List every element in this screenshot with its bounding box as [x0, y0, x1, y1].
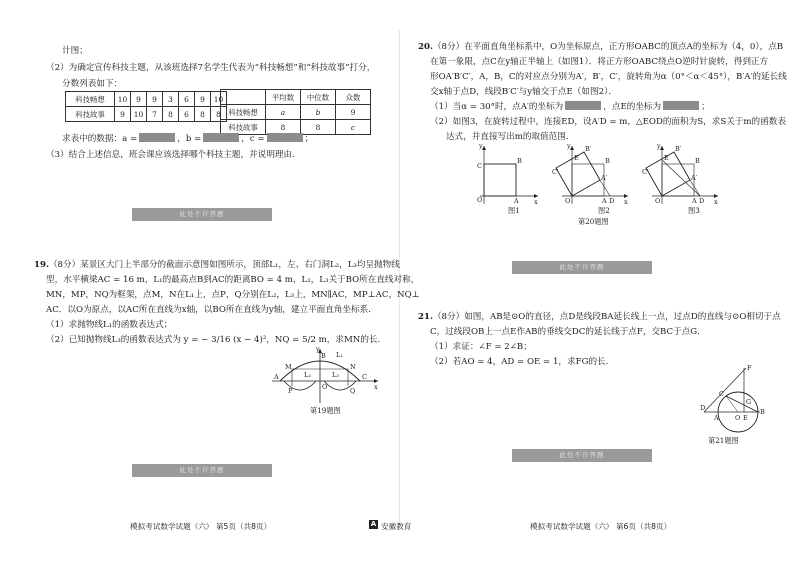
q19-caption: 第19题图: [310, 406, 341, 415]
fig2-caption: 图2: [598, 206, 610, 215]
page-footer: 模拟考试数学试题（六） 第6页（共8页）: [530, 522, 672, 531]
label-A: A: [514, 197, 519, 205]
q21-line1: [418, 311, 781, 324]
q19-line2: 型，水平横梁AC = 16 m，L₁的最高点B到AC的距离BO = 4 m，L₂，L₃关于BO所在直线对称，: [46, 275, 420, 285]
q20-figure-3: [642, 142, 720, 206]
label-C1: C′: [642, 168, 649, 176]
label-O: O: [322, 383, 328, 391]
answer-a-label: 求表中的数据：a =: [62, 134, 138, 144]
label-M: M: [285, 363, 292, 371]
table-cell: 9: [195, 92, 211, 107]
table-row: [221, 105, 371, 120]
redacted-answer: [139, 133, 175, 142]
label-y: y: [657, 142, 661, 150]
q20-part1: [430, 101, 710, 114]
label-L3: L₃: [332, 371, 339, 379]
label-y: y: [479, 142, 483, 150]
table-cell: 科技畅想: [221, 105, 266, 120]
label-A1: A′: [601, 174, 608, 182]
q19-line1: [34, 259, 400, 272]
label-O: O: [655, 197, 661, 205]
table-cell: 中位数: [301, 90, 336, 105]
no-answer-stamp: 此处不许答题: [512, 449, 652, 462]
table-cell: 9: [115, 107, 131, 122]
label-B: B: [695, 157, 700, 165]
label-C: C: [719, 390, 724, 398]
q21-figure: [700, 362, 780, 434]
score-table: [65, 91, 227, 122]
table-cell: 科技故事: [66, 107, 115, 122]
q18-answer-line: [62, 133, 313, 146]
no-answer-stamp: 此处不许答题: [132, 208, 272, 221]
q19-part2: （2）已知抛物线L₃的函数表达式为 y = − 3/16 (x − 4)²，NQ = 5/2 m，求MN的长.: [46, 335, 381, 345]
table-cell: 9: [336, 105, 371, 120]
q21-text: （8分）如图，AB是⊙O的直径，点D是线段BA延长线上一点，过点D的直线与⊙O相切于点: [432, 312, 781, 322]
redacted-answer: [267, 133, 303, 142]
label-O: O: [477, 196, 483, 204]
table-cell: 10: [211, 92, 227, 107]
question-number: 19.: [34, 260, 49, 270]
label-D: D: [699, 197, 705, 205]
page-footer: 模拟考试数学试题（六） 第5页（共8页）: [130, 522, 272, 531]
label-E: E: [664, 154, 669, 162]
table-row: [66, 107, 227, 122]
q20-part1-c: ；: [701, 102, 710, 112]
table-cell: c: [336, 120, 371, 135]
q20-part2-cont: 达式，并直接写出m的取值范围.: [446, 132, 569, 142]
q20-text: （8分）在平面直角坐标系中，O为坐标原点，正方形OABC的顶点A的坐标为（4，0），点B: [432, 42, 784, 52]
no-answer-stamp: 此处不许答题: [512, 261, 652, 274]
table-cell: 平均数: [266, 90, 301, 105]
no-answer-stamp: 此处不许答题: [132, 464, 272, 477]
label-C: C: [477, 162, 482, 170]
label-A: A: [602, 197, 607, 205]
table-cell: 9: [131, 92, 147, 107]
q21-caption: 第21题图: [708, 436, 739, 445]
q20-figure-2: [552, 142, 630, 206]
question-number: 21.: [418, 312, 433, 322]
q18-line2: （2）为确定宣传科技主题，从该班选择7名学生代表为“科技畅想”和“科技故事”打分，: [46, 63, 376, 73]
label-A1: A′: [691, 174, 698, 182]
q19-line3: MN，MP，NQ为框架，点M，N在L₁上，点P，Q分别在L₂，L₃上，MN∥AC，MP⊥AC，NQ⊥: [46, 290, 420, 300]
label-Q: Q: [350, 387, 356, 395]
page-6: [400, 0, 800, 566]
label-x: x: [374, 383, 378, 391]
table-cell: 科技故事: [221, 120, 266, 135]
q19-part1: （1）求抛物线L₁的函数表达式；: [46, 320, 173, 330]
table-cell: a: [266, 105, 301, 120]
label-O: O: [565, 197, 571, 205]
table-cell: 8: [301, 120, 336, 135]
fig1-caption: 图1: [508, 206, 520, 215]
q18-line1: 计图；: [62, 46, 88, 56]
q20-line4: 交x轴于点D，线段B′C′与y轴交于点E（如图2）．: [430, 87, 617, 97]
q21-line2: C，过线段OB上一点E作AB的垂线交DC的延长线于点F，交BC于点G．: [430, 327, 706, 337]
label-C: C: [362, 373, 367, 381]
q21-part1: （1）求证：∠F = 2∠B；: [430, 342, 532, 352]
table-cell: 3: [163, 92, 179, 107]
q19-figure: [270, 345, 380, 405]
q20-part2: （2）如图3，在旋转过程中，连接ED，设A′D = m，△EOD的面积为S，求S关于m的函数表: [430, 117, 786, 127]
table-cell: 8: [211, 107, 227, 122]
stats-table: [220, 89, 371, 135]
redacted-answer: [565, 101, 601, 110]
table-cell: 10: [131, 107, 147, 122]
label-B: B: [517, 157, 522, 165]
q18-part3: （3）结合上述信息，班会课应该选择哪个科技主题，并说明理由.: [46, 150, 295, 160]
q20-line3: 形OA′B′C′，A，B，C的对应点分别为A′，B′，C′，旋转角为α（0°＜α＜45°），B′A′的延长线: [430, 72, 787, 82]
table-cell: 众数: [336, 90, 371, 105]
label-A: A: [714, 414, 719, 422]
q20-caption: 第20题图: [578, 217, 609, 226]
q20-line1: [418, 41, 783, 54]
label-B1: B′: [585, 145, 592, 153]
publisher-logo-icon: A: [370, 520, 377, 528]
label-B: B: [321, 352, 326, 360]
q20-figure-1: [470, 144, 540, 206]
table-cell: 8: [266, 120, 301, 135]
question-number: 20.: [418, 42, 433, 52]
label-D: D: [609, 197, 615, 205]
label-P: P: [288, 387, 293, 395]
answer-c-label: ，c =: [241, 134, 265, 144]
label-L2: L₂: [304, 371, 311, 379]
answer-b-label: ，b =: [177, 134, 202, 144]
label-B: B: [605, 157, 610, 165]
table-cell: b: [301, 105, 336, 120]
label-y: y: [316, 345, 320, 353]
label-B: B: [760, 408, 765, 416]
table-cell: 8: [163, 107, 179, 122]
q20-line2: 在第一象限，点C在y轴正半轴上（如图1）．将正方形OABC绕点O逆时针旋转，得到正方: [430, 57, 769, 67]
q20-part1-b: ，点E的坐标为: [603, 102, 662, 112]
table-cell: 6: [179, 92, 195, 107]
q20-part1-a: （1）当α = 30°时，点A′的坐标为: [430, 102, 564, 112]
fig3-caption: 图3: [688, 206, 700, 215]
table-row: [221, 90, 371, 105]
label-O: O: [735, 414, 741, 422]
table-cell: [221, 90, 266, 105]
label-E: E: [743, 414, 748, 422]
table-cell: 6: [179, 107, 195, 122]
q21-part2: （2）若AO = 4，AD = OE = 1，求FG的长.: [430, 357, 609, 367]
label-L1: L₁: [336, 351, 343, 359]
label-A: A: [274, 373, 279, 381]
table-row: [66, 92, 227, 107]
answer-end: ；: [304, 134, 314, 144]
redacted-answer: [663, 101, 699, 110]
table-cell: 7: [147, 107, 163, 122]
label-x: x: [624, 198, 628, 206]
label-N: N: [350, 363, 356, 371]
label-F: F: [747, 364, 752, 372]
label-E: E: [574, 154, 579, 162]
label-A: A: [692, 197, 697, 205]
table-cell: 9: [147, 92, 163, 107]
redacted-answer: [203, 133, 239, 142]
label-x: x: [534, 198, 538, 206]
table-cell: 10: [115, 92, 131, 107]
label-B1: B′: [675, 145, 682, 153]
label-y: y: [567, 142, 571, 150]
q18-line3: 分数列表如下：: [62, 79, 123, 89]
label-x: x: [714, 198, 718, 206]
publisher-name: 安徽教育: [381, 522, 412, 531]
q19-line4: AC．以O为原点，以AC所在直线为x轴，以BO所在直线为y轴，建立平面直角坐标系．: [46, 305, 377, 315]
table-cell: 8: [195, 107, 211, 122]
table-cell: 科技畅想: [66, 92, 115, 107]
label-D: D: [700, 404, 706, 412]
label-C1: C′: [552, 168, 559, 176]
label-G: G: [746, 398, 752, 406]
q19-text: （8分）某景区大门上半部分的截面示意图如图所示，顶部L₁，左、右门洞L₂，L₃均呈抛物线: [48, 260, 400, 270]
